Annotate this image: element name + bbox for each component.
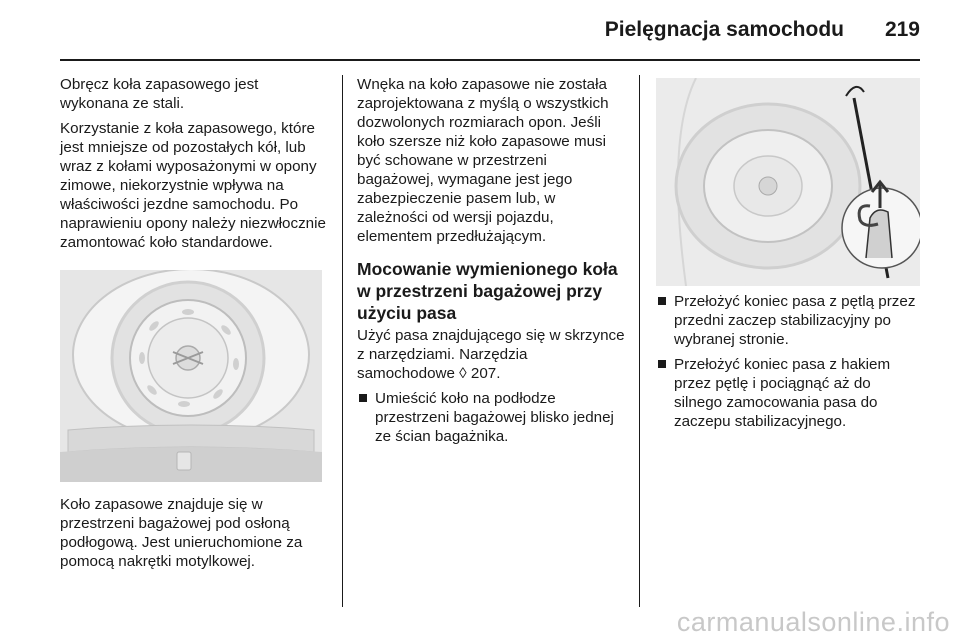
bullet-item: [656, 292, 922, 349]
page-number: 219: [884, 18, 920, 41]
bullet-item: [656, 355, 922, 431]
paragraph-spare-usage: Korzystanie z koła zapasowego, które jest mniejsze od pozostałych kół, lub wraz z kołami wyposażonymi w opony zimowe, niekorzystnie wpływa na właściwości jezdne samochodu. Po naprawieniu opony należy niezwłocznie zamontować koło standardowe.: [60, 120, 326, 251]
bullet-text: Przełożyć koniec pasa z pętlą przez przedni zaczep stabilizacyjny po wybranej stronie.: [674, 293, 916, 348]
paragraph-spare-recess: Wnęka na koło zapasowe nie została zaprojektowana z myślą o wszystkich dozwolonych rozmiarach opon. Jeśli koło szersze niż koło zapasowe musi być schowane w przestrzeni bagażowej, wymagane jest jego zabezpieczenie pasem lub, w zależności od wersji pojazdu, elementem przedłużającym.: [357, 76, 609, 245]
watermark: carmanualsonline.info: [676, 607, 950, 637]
header-title: Pielęgnacja samochodu: [604, 18, 844, 41]
column-3: [656, 292, 922, 434]
bullet-text: Przełożyć koniec pasa z hakiem przez pętlę i pociągnąć aż do silnego zamocowania pasa do zaczepu stabilizacyjnego.: [674, 356, 891, 430]
bullet-marker: [359, 394, 367, 402]
spare-wheel-illustration: [60, 270, 322, 482]
column-rule-right: [639, 75, 640, 607]
section-heading: Mocowanie wymienionego koła w przestrzeni bagażowej przy użyciu pasa: [357, 259, 618, 323]
bullet-marker: [658, 297, 666, 305]
bullet-marker: [658, 360, 666, 368]
strap-illustration: [656, 78, 920, 286]
column-rule-left: [342, 75, 343, 607]
bullet-text: Umieścić koło na podłodze przestrzeni bagażowej blisko jednej ze ścian bagażnika.: [375, 390, 614, 445]
column-2: [357, 75, 625, 449]
paragraph-use-strap: Użyć pasa znajdującego się w skrzynce z narzędziami. Narzędzia samochodowe ◊ 207.: [357, 327, 625, 382]
paragraph-steel-rim: Obręcz koła zapasowego jest wykonana ze stali.: [60, 76, 259, 112]
header-rule: [60, 59, 920, 61]
column-1: [60, 75, 328, 258]
figure-caption: Koło zapasowe znajduje się w przestrzeni bagażowej pod osłoną podłogową. Jest unieruchomione za pomocą nakrętki motylkowej.: [60, 496, 303, 570]
bullet-item: [357, 389, 625, 446]
